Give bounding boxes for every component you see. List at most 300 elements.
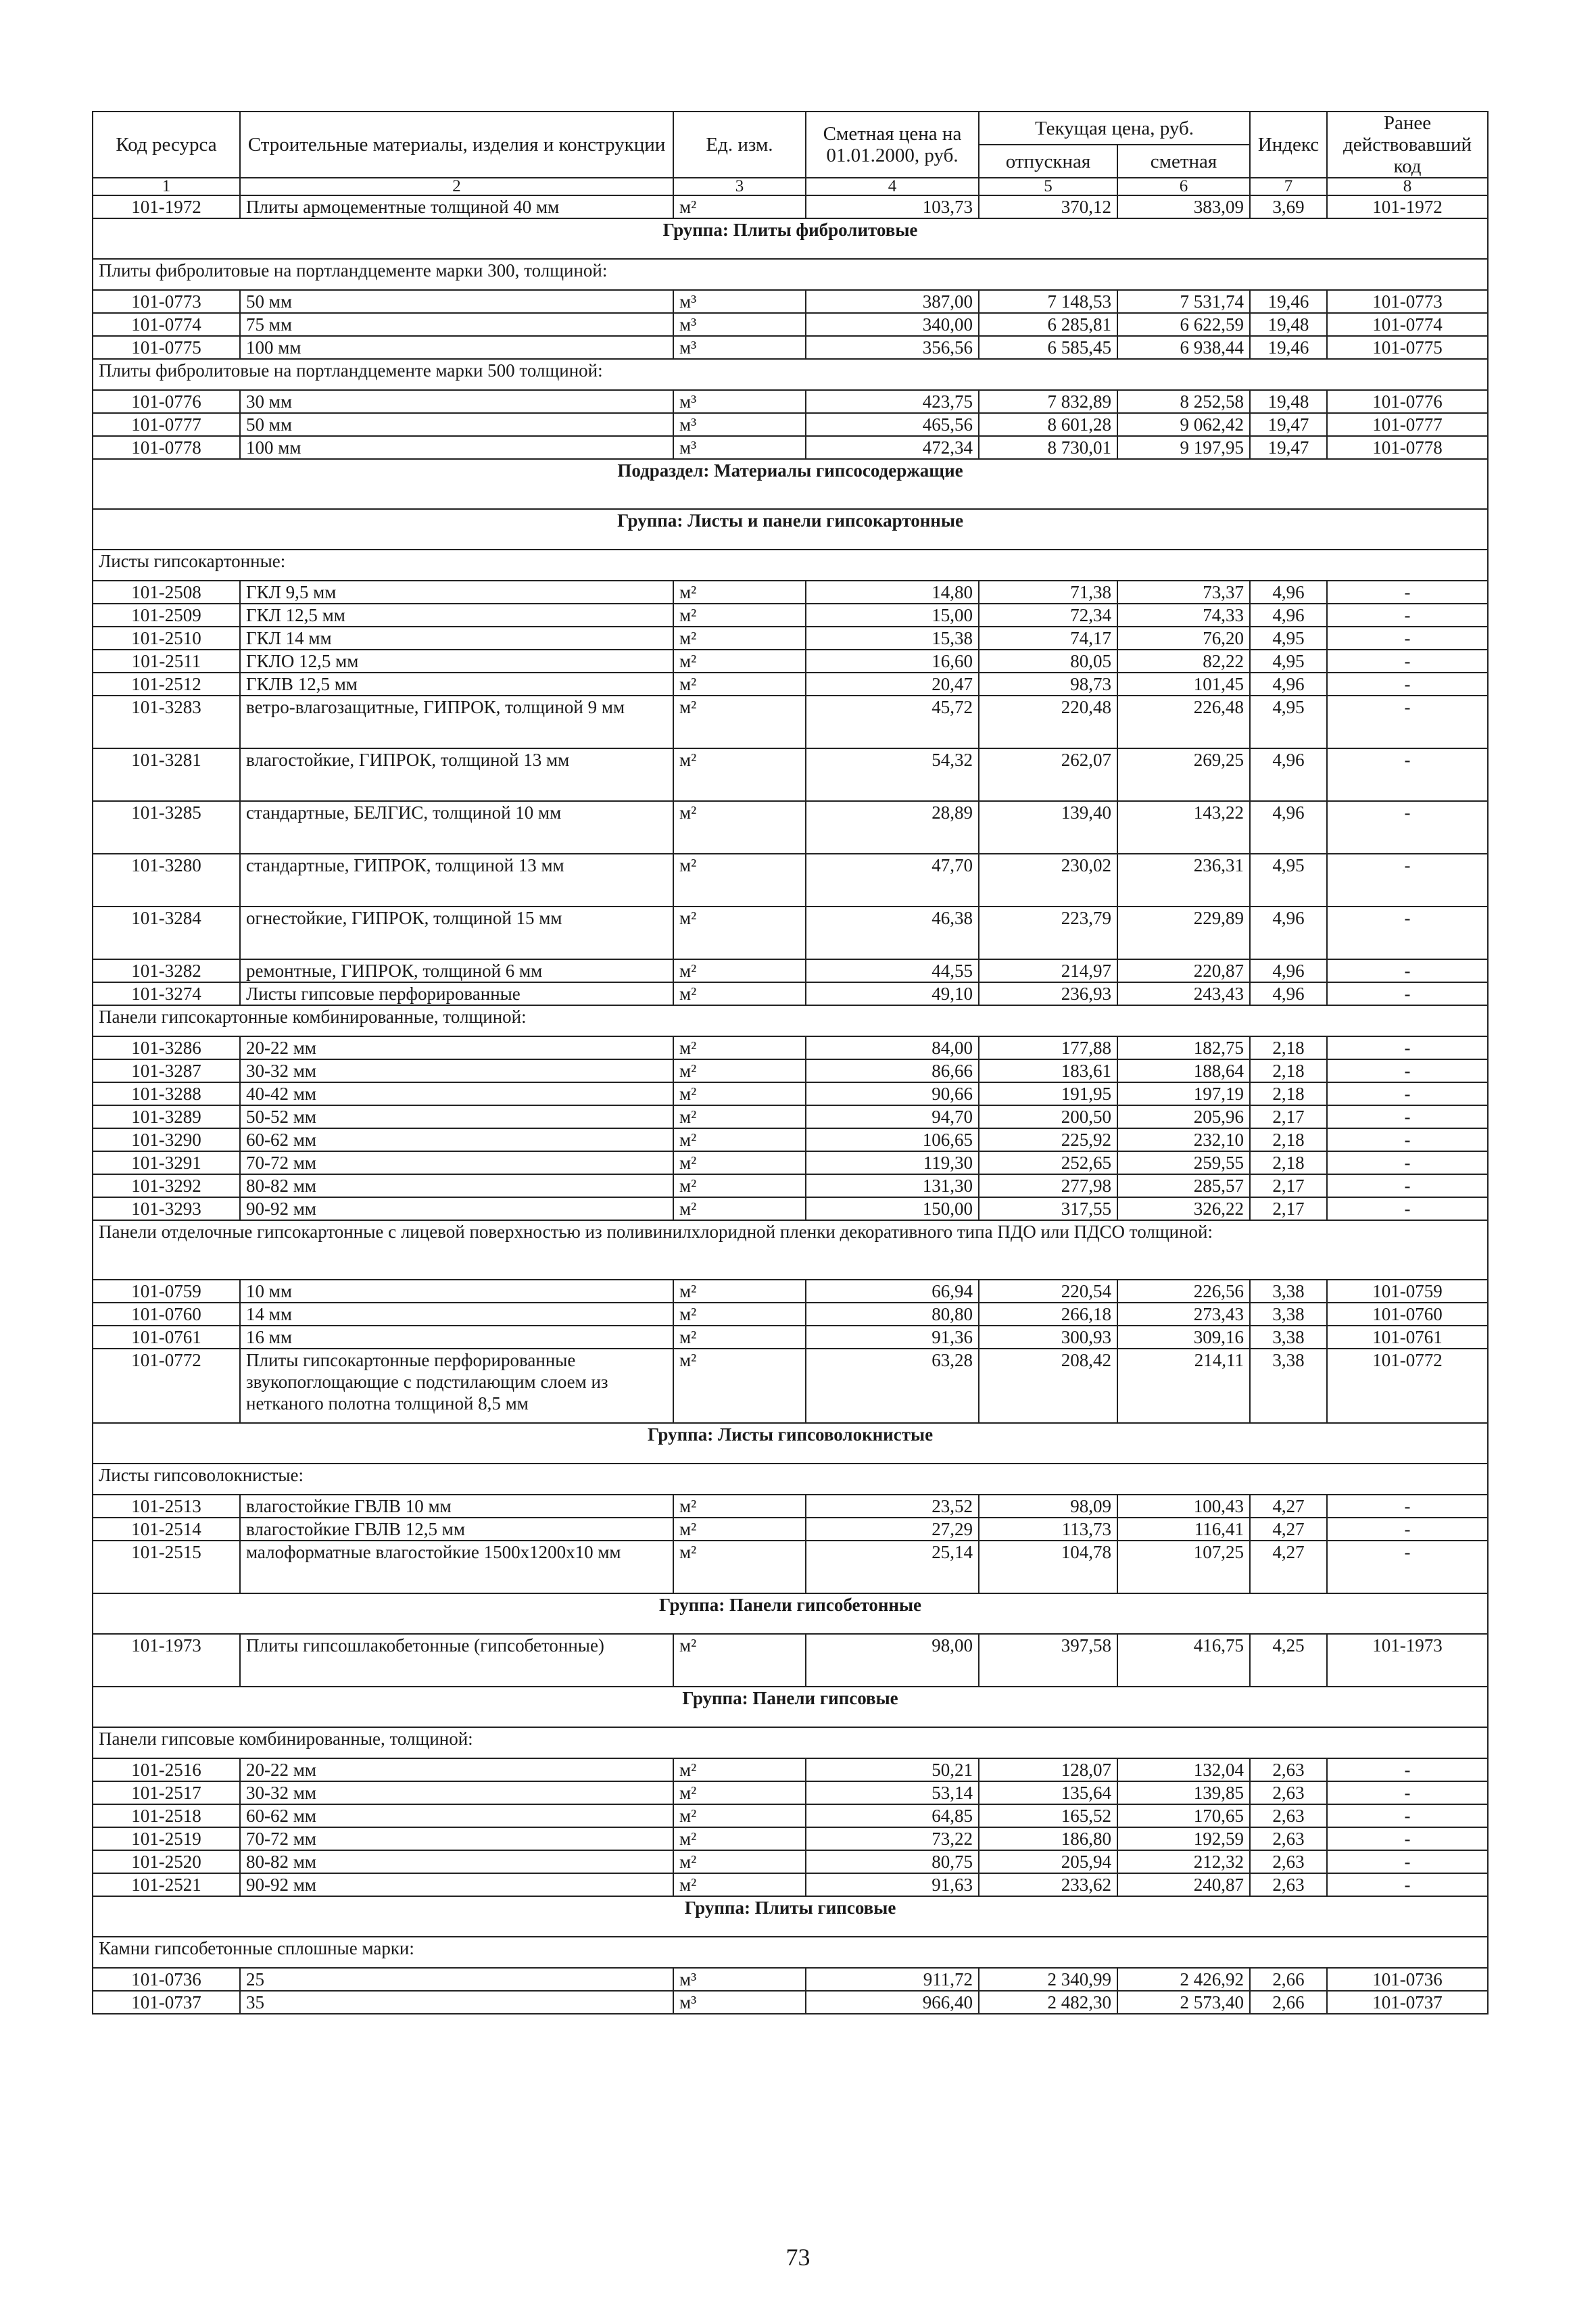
previous-code: 101-1972 [1327, 195, 1488, 218]
price-selling: 139,40 [979, 801, 1117, 854]
price-estimate: 182,75 [1117, 1036, 1250, 1059]
material-name: ГКЛ 12,5 мм [240, 604, 673, 627]
material-name: 10 мм [240, 1280, 673, 1303]
subgroup-row [93, 1937, 1488, 1968]
price-estimate: 101,45 [1117, 673, 1250, 696]
price-2000: 14,80 [806, 581, 979, 604]
price-selling: 2 482,30 [979, 1991, 1117, 2014]
group-title: Группа: Панели гипсобетонные [93, 1593, 1488, 1634]
price-2000: 15,38 [806, 627, 979, 650]
resource-code: 101-3280 [93, 854, 240, 907]
table-row [93, 1991, 1488, 2014]
index-value: 4,96 [1250, 982, 1327, 1005]
table-row [93, 1781, 1488, 1804]
group-title: Группа: Листы гипсоволокнистые [93, 1423, 1488, 1464]
unit-cell: м² [673, 1197, 806, 1220]
material-name: 35 [240, 1991, 673, 2014]
index-value: 3,38 [1250, 1303, 1327, 1326]
price-estimate: 273,43 [1117, 1303, 1250, 1326]
index-value: 2,66 [1250, 1968, 1327, 1991]
index-value: 3,38 [1250, 1326, 1327, 1349]
price-estimate: 229,89 [1117, 907, 1250, 959]
price-estimate: 243,43 [1117, 982, 1250, 1005]
price-selling: 277,98 [979, 1174, 1117, 1197]
previous-code: - [1327, 1128, 1488, 1151]
unit-cell: м² [673, 1758, 806, 1781]
price-estimate: 214,11 [1117, 1349, 1250, 1423]
material-name: 30-32 мм [240, 1781, 673, 1804]
unit-cell: м³ [673, 290, 806, 313]
previous-code: - [1327, 604, 1488, 627]
price-selling: 317,55 [979, 1197, 1117, 1220]
subgroup-title: Панели гипсовые комбинированные, толщиной: [93, 1727, 1488, 1758]
header-prev-code: Ранее действовавший код [1327, 112, 1488, 178]
previous-code: - [1327, 907, 1488, 959]
price-selling: 2 340,99 [979, 1968, 1117, 1991]
price-estimate: 259,55 [1117, 1151, 1250, 1174]
previous-code: - [1327, 1082, 1488, 1105]
header-unit: Ед. изм. [673, 112, 806, 178]
index-value: 3,69 [1250, 195, 1327, 218]
header-materials: Строительные материалы, изделия и конструкции [240, 112, 673, 178]
price-estimate: 197,19 [1117, 1082, 1250, 1105]
material-name: Плиты армоцементные толщиной 40 мм [240, 195, 673, 218]
price-selling: 6 285,81 [979, 313, 1117, 336]
index-value: 19,48 [1250, 313, 1327, 336]
price-estimate: 236,31 [1117, 854, 1250, 907]
previous-code: - [1327, 1827, 1488, 1850]
price-2000: 63,28 [806, 1349, 979, 1423]
table-row [93, 907, 1488, 959]
price-2000: 54,32 [806, 748, 979, 801]
table-row [93, 650, 1488, 673]
price-estimate: 107,25 [1117, 1541, 1250, 1593]
unit-cell: м² [673, 1059, 806, 1082]
previous-code: - [1327, 748, 1488, 801]
previous-code: - [1327, 627, 1488, 650]
unit-cell: м² [673, 907, 806, 959]
index-value: 4,25 [1250, 1634, 1327, 1687]
material-name: 100 мм [240, 436, 673, 459]
unit-cell: м² [673, 1303, 806, 1326]
column-number: 7 [1250, 178, 1327, 195]
resource-code: 101-3290 [93, 1128, 240, 1151]
table-row [93, 801, 1488, 854]
previous-code: - [1327, 673, 1488, 696]
price-estimate: 143,22 [1117, 801, 1250, 854]
subgroup-row [93, 1220, 1488, 1280]
previous-code: - [1327, 1758, 1488, 1781]
material-name: 20-22 мм [240, 1036, 673, 1059]
previous-code: - [1327, 801, 1488, 854]
price-estimate: 116,41 [1117, 1518, 1250, 1541]
resource-code: 101-0777 [93, 413, 240, 436]
table-row [93, 1303, 1488, 1326]
table-body [93, 195, 1488, 2014]
unit-cell: м² [673, 650, 806, 673]
price-2000: 80,80 [806, 1303, 979, 1326]
material-name: ветро-влагозащитные, ГИПРОК, толщиной 9 мм [240, 696, 673, 748]
price-estimate: 6 938,44 [1117, 336, 1250, 359]
unit-cell: м² [673, 1326, 806, 1349]
subgroup-title: Панели отделочные гипсокартонные с лицевой поверхностью из поливинилхлоридной пленки декоративного типа ПДО или ПДСО толщиной: [93, 1220, 1488, 1280]
price-selling: 128,07 [979, 1758, 1117, 1781]
price-2000: 44,55 [806, 959, 979, 982]
resource-code: 101-2519 [93, 1827, 240, 1850]
material-name: влагостойкие ГВЛВ 12,5 мм [240, 1518, 673, 1541]
table-row [93, 581, 1488, 604]
table-row [93, 1495, 1488, 1518]
previous-code: - [1327, 650, 1488, 673]
price-2000: 73,22 [806, 1827, 979, 1850]
group-title: Группа: Плиты фибролитовые [93, 218, 1488, 259]
table-row [93, 1036, 1488, 1059]
price-estimate: 170,65 [1117, 1804, 1250, 1827]
price-selling: 300,93 [979, 1326, 1117, 1349]
unit-cell: м² [673, 1105, 806, 1128]
previous-code: 101-0776 [1327, 390, 1488, 413]
group-row [93, 1687, 1488, 1727]
table-row [93, 1082, 1488, 1105]
index-value: 4,95 [1250, 627, 1327, 650]
price-estimate: 309,16 [1117, 1326, 1250, 1349]
header-current-price: Текущая цена, руб. [979, 112, 1250, 145]
table-row [93, 290, 1488, 313]
unit-cell: м² [673, 1781, 806, 1804]
previous-code: - [1327, 982, 1488, 1005]
price-selling: 225,92 [979, 1128, 1117, 1151]
index-value: 2,66 [1250, 1991, 1327, 2014]
unit-cell: м² [673, 604, 806, 627]
price-selling: 177,88 [979, 1036, 1117, 1059]
table-row [93, 1174, 1488, 1197]
price-selling: 370,12 [979, 195, 1117, 218]
price-2000: 106,65 [806, 1128, 979, 1151]
material-name: ремонтные, ГИПРОК, толщиной 6 мм [240, 959, 673, 982]
unit-cell: м³ [673, 336, 806, 359]
material-name: 90-92 мм [240, 1197, 673, 1220]
material-name: 50-52 мм [240, 1105, 673, 1128]
previous-code: 101-0775 [1327, 336, 1488, 359]
resource-code: 101-2518 [93, 1804, 240, 1827]
price-2000: 90,66 [806, 1082, 979, 1105]
index-value: 4,95 [1250, 854, 1327, 907]
column-number: 3 [673, 178, 806, 195]
index-value: 2,18 [1250, 1151, 1327, 1174]
material-name: ГКЛО 12,5 мм [240, 650, 673, 673]
price-2000: 28,89 [806, 801, 979, 854]
table-row [93, 627, 1488, 650]
previous-code: 101-0777 [1327, 413, 1488, 436]
table-row [93, 1758, 1488, 1781]
price-estimate: 132,04 [1117, 1758, 1250, 1781]
index-value: 2,63 [1250, 1850, 1327, 1873]
price-estimate: 2 573,40 [1117, 1991, 1250, 2014]
unit-cell: м² [673, 696, 806, 748]
index-value: 2,17 [1250, 1197, 1327, 1220]
material-name: 50 мм [240, 413, 673, 436]
header-estimate: сметная [1117, 145, 1250, 178]
subgroup-row [93, 1464, 1488, 1495]
table-row [93, 1968, 1488, 1991]
price-2000: 472,34 [806, 436, 979, 459]
unit-cell: м³ [673, 1991, 806, 2014]
price-selling: 205,94 [979, 1850, 1117, 1873]
resource-code: 101-2510 [93, 627, 240, 650]
material-name: огнестойкие, ГИПРОК, толщиной 15 мм [240, 907, 673, 959]
price-selling: 191,95 [979, 1082, 1117, 1105]
price-selling: 397,58 [979, 1634, 1117, 1687]
unit-cell: м³ [673, 390, 806, 413]
index-value: 2,63 [1250, 1827, 1327, 1850]
price-selling: 266,18 [979, 1303, 1117, 1326]
resource-code: 101-0759 [93, 1280, 240, 1303]
unit-cell: м² [673, 1174, 806, 1197]
index-value: 2,18 [1250, 1082, 1327, 1105]
unit-cell: м³ [673, 1968, 806, 1991]
unit-cell: м³ [673, 313, 806, 336]
unit-cell: м² [673, 1634, 806, 1687]
price-selling: 8 730,01 [979, 436, 1117, 459]
price-2000: 150,00 [806, 1197, 979, 1220]
material-name: 75 мм [240, 313, 673, 336]
unit-cell: м³ [673, 413, 806, 436]
resource-code: 101-0761 [93, 1326, 240, 1349]
unit-cell: м² [673, 982, 806, 1005]
table-row [93, 1151, 1488, 1174]
resource-code: 101-2512 [93, 673, 240, 696]
price-estimate: 7 531,74 [1117, 290, 1250, 313]
subgroup-row [93, 1005, 1488, 1036]
table-row [93, 1873, 1488, 1896]
group-title: Группа: Плиты гипсовые [93, 1896, 1488, 1937]
table-row [93, 1518, 1488, 1541]
group-title: Группа: Панели гипсовые [93, 1687, 1488, 1727]
index-value: 4,95 [1250, 650, 1327, 673]
previous-code: - [1327, 959, 1488, 982]
table-row [93, 854, 1488, 907]
column-number: 2 [240, 178, 673, 195]
unit-cell: м² [673, 673, 806, 696]
price-estimate: 240,87 [1117, 1873, 1250, 1896]
price-selling: 7 148,53 [979, 290, 1117, 313]
index-value: 2,17 [1250, 1174, 1327, 1197]
resource-code: 101-3287 [93, 1059, 240, 1082]
index-value: 19,46 [1250, 290, 1327, 313]
index-value: 19,46 [1250, 336, 1327, 359]
price-2000: 64,85 [806, 1804, 979, 1827]
unit-cell: м² [673, 627, 806, 650]
material-name: 90-92 мм [240, 1873, 673, 1896]
previous-code: - [1327, 1105, 1488, 1128]
price-selling: 262,07 [979, 748, 1117, 801]
subgroup-title: Плиты фибролитовые на портландцементе марки 500 толщиной: [93, 359, 1488, 390]
material-name: 70-72 мм [240, 1827, 673, 1850]
previous-code: - [1327, 1059, 1488, 1082]
previous-code: - [1327, 1495, 1488, 1518]
price-selling: 104,78 [979, 1541, 1117, 1593]
index-value: 4,95 [1250, 696, 1327, 748]
price-selling: 74,17 [979, 627, 1117, 650]
index-value: 3,38 [1250, 1349, 1327, 1423]
subsection-row [93, 459, 1488, 509]
index-value: 4,96 [1250, 907, 1327, 959]
subgroup-title: Листы гипсокартонные: [93, 550, 1488, 581]
previous-code: 101-0773 [1327, 290, 1488, 313]
price-selling: 252,65 [979, 1151, 1117, 1174]
price-estimate: 2 426,92 [1117, 1968, 1250, 1991]
resource-code: 101-3274 [93, 982, 240, 1005]
column-number: 8 [1327, 178, 1488, 195]
resource-code: 101-0772 [93, 1349, 240, 1423]
table-row [93, 1804, 1488, 1827]
material-name: стандартные, ГИПРОК, толщиной 13 мм [240, 854, 673, 907]
table-row [93, 1349, 1488, 1423]
subgroup-row [93, 359, 1488, 390]
unit-cell: м² [673, 748, 806, 801]
resource-code: 101-3291 [93, 1151, 240, 1174]
previous-code: - [1327, 1197, 1488, 1220]
subsection-title: Подраздел: Материалы гипсосодержащие [93, 459, 1488, 509]
price-selling: 230,02 [979, 854, 1117, 907]
price-selling: 71,38 [979, 581, 1117, 604]
table-row [93, 1634, 1488, 1687]
material-name: 14 мм [240, 1303, 673, 1326]
resource-code: 101-0778 [93, 436, 240, 459]
price-selling: 135,64 [979, 1781, 1117, 1804]
price-selling: 113,73 [979, 1518, 1117, 1541]
material-name: ГКЛ 14 мм [240, 627, 673, 650]
price-2000: 46,38 [806, 907, 979, 959]
column-number: 1 [93, 178, 240, 195]
price-estimate: 82,22 [1117, 650, 1250, 673]
resource-code: 101-3292 [93, 1174, 240, 1197]
resource-code: 101-3289 [93, 1105, 240, 1128]
unit-cell: м² [673, 1804, 806, 1827]
price-selling: 72,34 [979, 604, 1117, 627]
material-name: 80-82 мм [240, 1850, 673, 1873]
resource-code: 101-3281 [93, 748, 240, 801]
price-2000: 23,52 [806, 1495, 979, 1518]
previous-code: 101-0759 [1327, 1280, 1488, 1303]
material-name: 40-42 мм [240, 1082, 673, 1105]
header-selling: отпускная [979, 145, 1117, 178]
subgroup-row [93, 1727, 1488, 1758]
table-row [93, 313, 1488, 336]
price-2000: 119,30 [806, 1151, 979, 1174]
price-estimate: 226,56 [1117, 1280, 1250, 1303]
group-row [93, 509, 1488, 550]
material-name: 50 мм [240, 290, 673, 313]
header-code: Код ресурса [93, 112, 240, 178]
unit-cell: м² [673, 1495, 806, 1518]
price-estimate: 73,37 [1117, 581, 1250, 604]
price-estimate: 285,57 [1117, 1174, 1250, 1197]
material-name: малоформатные влагостойкие 1500х1200х10 мм [240, 1541, 673, 1593]
index-value: 4,96 [1250, 604, 1327, 627]
price-2000: 15,00 [806, 604, 979, 627]
resource-code: 101-3288 [93, 1082, 240, 1105]
price-selling: 233,62 [979, 1873, 1117, 1896]
group-row [93, 1423, 1488, 1464]
previous-code: - [1327, 1781, 1488, 1804]
subgroup-title: Панели гипсокартонные комбинированные, толщиной: [93, 1005, 1488, 1036]
resource-code: 101-3286 [93, 1036, 240, 1059]
previous-code: - [1327, 1804, 1488, 1827]
price-2000: 53,14 [806, 1781, 979, 1804]
previous-code: - [1327, 1518, 1488, 1541]
price-selling: 214,97 [979, 959, 1117, 982]
unit-cell: м² [673, 1873, 806, 1896]
material-name: 20-22 мм [240, 1758, 673, 1781]
resource-code: 101-2514 [93, 1518, 240, 1541]
subgroup-title: Листы гипсоволокнистые: [93, 1464, 1488, 1495]
price-2000: 49,10 [806, 982, 979, 1005]
price-2000: 20,47 [806, 673, 979, 696]
previous-code: - [1327, 696, 1488, 748]
price-2000: 966,40 [806, 1991, 979, 2014]
resource-code: 101-0776 [93, 390, 240, 413]
price-selling: 7 832,89 [979, 390, 1117, 413]
unit-cell: м² [673, 1280, 806, 1303]
unit-cell: м³ [673, 436, 806, 459]
index-value: 4,96 [1250, 748, 1327, 801]
table-header [93, 112, 1488, 195]
group-row [93, 1593, 1488, 1634]
material-name: 70-72 мм [240, 1151, 673, 1174]
price-2000: 25,14 [806, 1541, 979, 1593]
material-name: 60-62 мм [240, 1128, 673, 1151]
unit-cell: м² [673, 854, 806, 907]
resource-code: 101-3293 [93, 1197, 240, 1220]
price-estimate: 6 622,59 [1117, 313, 1250, 336]
price-2000: 465,56 [806, 413, 979, 436]
unit-cell: м² [673, 1850, 806, 1873]
price-estimate: 232,10 [1117, 1128, 1250, 1151]
material-name: стандартные, БЕЛГИС, толщиной 10 мм [240, 801, 673, 854]
unit-cell: м² [673, 1082, 806, 1105]
price-estimate: 8 252,58 [1117, 390, 1250, 413]
table-row [93, 1059, 1488, 1082]
material-name: 30 мм [240, 390, 673, 413]
resource-code: 101-2516 [93, 1758, 240, 1781]
price-selling: 183,61 [979, 1059, 1117, 1082]
unit-cell: м² [673, 1151, 806, 1174]
price-2000: 91,63 [806, 1873, 979, 1896]
resource-code: 101-0774 [93, 313, 240, 336]
index-value: 3,38 [1250, 1280, 1327, 1303]
resource-code: 101-0737 [93, 1991, 240, 2014]
index-value: 2,18 [1250, 1128, 1327, 1151]
index-value: 4,96 [1250, 673, 1327, 696]
material-name: ГКЛВ 12,5 мм [240, 673, 673, 696]
material-name: Плиты гипсошлакобетонные (гипсобетонные) [240, 1634, 673, 1687]
resource-code: 101-3284 [93, 907, 240, 959]
price-2000: 91,36 [806, 1326, 979, 1349]
price-selling: 200,50 [979, 1105, 1117, 1128]
previous-code: - [1327, 1541, 1488, 1593]
index-value: 19,48 [1250, 390, 1327, 413]
table-row [93, 436, 1488, 459]
previous-code: 101-0736 [1327, 1968, 1488, 1991]
previous-code: 101-1973 [1327, 1634, 1488, 1687]
table-row [93, 1105, 1488, 1128]
price-estimate: 383,09 [1117, 195, 1250, 218]
resource-code: 101-0775 [93, 336, 240, 359]
unit-cell: м² [673, 195, 806, 218]
price-2000: 423,75 [806, 390, 979, 413]
unit-cell: м² [673, 581, 806, 604]
